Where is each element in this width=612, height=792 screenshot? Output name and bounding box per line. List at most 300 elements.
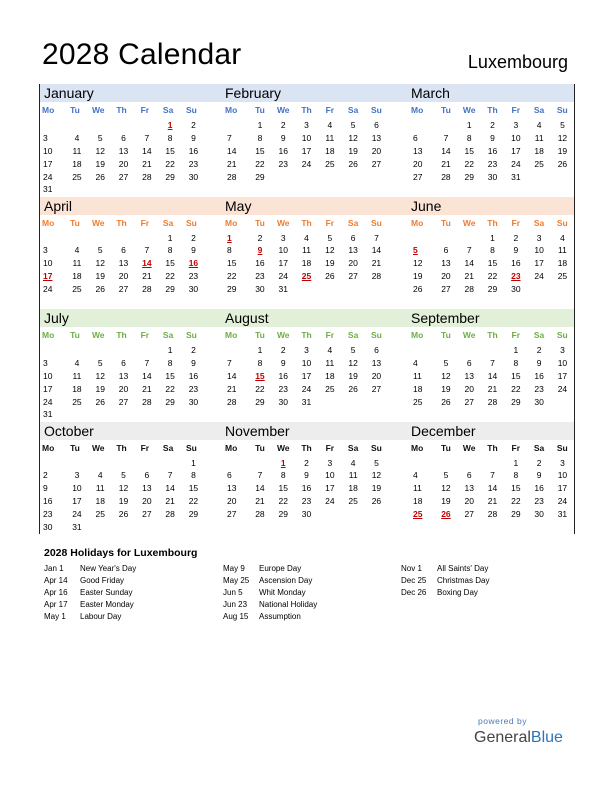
day-number: 18 [413,383,423,394]
day-number: 3 [536,232,542,243]
day-number: 17 [301,370,312,381]
day-number: 30 [511,284,521,295]
month-block [411,422,574,535]
weekday-label: We [462,217,476,228]
day-number: 10 [301,357,312,368]
day-number: 12 [413,258,423,269]
month-name: November [225,422,411,440]
day-number: 11 [348,470,358,481]
holiday-day: 1 [167,120,173,130]
country-name: Luxembourg [467,52,568,72]
day-number: 22 [511,383,521,394]
holiday-day: 17 [43,271,53,282]
empty-day [42,457,65,470]
day-grid [42,457,205,534]
day-number: 21 [371,258,382,269]
empty-day [89,344,112,357]
month-block [411,309,574,422]
weekday-label: Tu [70,442,80,453]
day-grid [411,344,574,408]
day-number: 19 [118,496,129,507]
month-name: September [411,309,574,327]
day-number: 28 [371,271,382,282]
empty-day [135,119,158,132]
powered-by-text: powered by [478,716,527,726]
day-number: 9 [191,132,196,143]
day-number: 17 [325,483,335,494]
day-number: 26 [371,496,382,507]
month-block [40,84,225,197]
day-number: 18 [95,496,105,507]
empty-day [434,457,457,470]
holiday-name: Whit Monday [259,588,306,597]
month-name: July [40,309,225,327]
day-number: 7 [374,232,379,243]
weekday-label: We [91,442,105,453]
day-number: 29 [487,284,498,295]
day-number: 13 [371,357,382,368]
day-number: 25 [557,271,568,282]
day-number: 22 [255,383,265,394]
day-number: 18 [348,483,358,494]
day-number: 16 [534,483,544,494]
day-number: 2 [304,457,309,468]
day-number: 21 [441,158,451,169]
day-number: 6 [413,132,418,143]
day-number: 21 [487,383,498,394]
day-number: 22 [188,496,199,507]
day-number: 1 [167,345,173,355]
day-number: 19 [325,258,335,269]
month-block [225,309,411,422]
day-number: 24 [301,158,312,169]
weekday-label: We [276,105,290,115]
day-number: 11 [302,245,311,256]
day-number: 13 [118,258,129,269]
weekday-label: Tu [441,217,451,228]
day-grid [225,344,388,408]
day-number: 30 [188,284,199,295]
day-number: 23 [255,271,265,282]
day-number: 13 [464,370,474,381]
empty-day [89,457,112,470]
holiday-entry [401,575,489,587]
day-number: 6 [121,357,126,368]
day-number: 8 [257,132,263,143]
holiday-date: May 25 [223,576,250,585]
day-number: 11 [72,258,82,269]
weekday-label: Mo [411,330,424,340]
day-number: 30 [43,521,53,532]
weekday-label: Sa [347,442,359,453]
day-number: 11 [72,145,82,156]
day-number: 4 [97,470,103,481]
empty-day [112,457,135,470]
day-number: 15 [464,145,474,156]
day-number: 2 [43,470,48,481]
holiday-day: 23 [511,271,521,282]
weekday-label: We [91,105,105,115]
day-number: 13 [227,483,237,494]
month-name: April [40,197,225,215]
day-number: 23 [188,383,199,394]
day-number: 28 [487,509,498,520]
day-number: 18 [413,496,423,507]
holiday-date: Dec 26 [401,588,427,597]
empty-day [458,344,481,357]
day-number: 19 [95,383,105,394]
day-number: 11 [95,483,105,494]
day-number: 10 [43,370,53,381]
day-number: 6 [227,470,232,481]
day-number: 15 [165,145,175,156]
day-number: 23 [278,158,288,169]
weekday-label: Mo [225,105,238,115]
holiday-date: Nov 1 [401,564,422,573]
empty-day [458,232,481,245]
day-number: 8 [167,245,173,256]
holiday-name: Christmas Day [437,576,490,585]
weekday-label: Su [185,217,197,228]
weekday-label: We [91,330,105,340]
day-number: 16 [188,370,199,381]
day-number: 27 [371,383,382,394]
weekday-label: Tu [441,442,451,453]
day-number: 10 [557,470,568,481]
day-number: 6 [144,470,150,481]
holiday-day: 25 [413,509,423,520]
day-number: 22 [464,158,474,169]
day-number: 25 [534,158,544,169]
day-number: 7 [443,132,449,143]
weekday-label: Fr [325,217,335,228]
generalblue-logo[interactable] [474,729,563,747]
day-grid [411,232,574,296]
day-number: 29 [255,171,265,182]
holiday-date: May 1 [44,612,66,621]
day-number: 7 [144,357,150,368]
holiday-name: Easter Sunday [80,588,133,597]
day-number: 5 [443,357,449,368]
day-number: 11 [534,132,544,143]
weekday-header [411,440,574,456]
day-number: 15 [278,483,288,494]
day-number: 21 [227,383,237,394]
weekday-label: Tu [70,217,80,228]
empty-day [434,119,457,132]
day-number: 6 [466,470,472,481]
holiday-entry [44,611,136,623]
day-number: 27 [118,171,129,182]
day-number: 23 [278,383,288,394]
day-number: 14 [165,483,175,494]
month-name: August [225,309,411,327]
day-number: 30 [278,396,288,407]
day-number: 31 [278,284,288,295]
day-number: 6 [374,345,379,355]
day-number: 17 [72,496,82,507]
holiday-date: Apr 16 [44,588,68,597]
empty-day [411,232,434,245]
day-number: 1 [257,345,263,355]
day-number: 11 [558,245,567,256]
day-number: 10 [301,132,312,143]
day-number: 20 [118,271,129,282]
day-number: 19 [348,145,358,156]
day-number: 23 [301,496,312,507]
weekday-label: We [462,442,476,453]
weekday-label: Th [301,217,312,228]
day-number: 24 [534,271,544,282]
day-number: 19 [413,271,423,282]
day-number: 31 [72,521,82,532]
holiday-date: Aug 15 [223,612,249,621]
day-number: 21 [487,496,498,507]
weekday-label: Th [116,442,127,453]
weekday-label: Fr [140,442,150,453]
day-number: 24 [511,158,521,169]
weekday-label: We [462,330,476,340]
weekday-label: Th [301,105,312,115]
weekday-header [40,440,225,456]
holiday-name: Good Friday [80,576,125,585]
empty-day [158,457,181,470]
day-number: 8 [257,357,263,368]
day-number: 16 [301,483,312,494]
day-number: 22 [227,271,237,282]
day-number: 13 [348,245,358,256]
day-number: 14 [142,145,152,156]
day-number: 18 [72,383,82,394]
day-number: 17 [557,483,568,494]
day-number: 30 [534,509,544,520]
day-number: 25 [72,396,82,407]
day-number: 23 [188,271,199,282]
empty-day [112,119,135,132]
holiday-date: Apr 14 [44,576,68,585]
day-number: 7 [227,132,232,143]
weekday-label: Tu [255,217,265,228]
day-number: 22 [165,158,175,169]
empty-day [411,457,434,470]
day-number: 26 [118,509,129,520]
day-number: 19 [441,496,451,507]
day-number: 4 [350,457,356,468]
holiday-date: May 9 [223,564,245,573]
weekday-label: Mo [42,442,55,453]
holiday-entry [44,587,136,599]
day-number: 5 [97,132,103,143]
month-name: May [225,197,411,215]
day-number: 11 [413,370,422,381]
empty-day [434,344,457,357]
weekday-label: Mo [411,217,424,228]
holiday-day: 5 [413,245,418,256]
month-name: June [411,197,574,215]
empty-day [89,232,112,245]
day-number: 14 [441,145,451,156]
weekday-label: Sa [347,105,359,115]
day-number: 5 [374,457,379,468]
holiday-name: National Holiday [259,600,318,609]
holiday-name: Europe Day [259,564,302,573]
weekday-header [411,327,574,343]
day-number: 4 [74,357,80,368]
empty-day [65,457,88,470]
day-number: 16 [255,258,265,269]
holiday-entry [223,563,317,575]
day-number: 29 [464,171,474,182]
day-number: 10 [72,483,82,494]
weekday-label: Sa [533,442,545,453]
day-number: 10 [325,470,335,481]
day-number: 16 [511,258,521,269]
day-number: 8 [280,470,286,481]
day-number: 18 [72,271,82,282]
weekday-label: Fr [511,442,521,453]
day-number: 17 [278,258,288,269]
day-number: 31 [43,184,53,195]
day-number: 8 [513,357,519,368]
day-number: 1 [490,232,495,243]
day-number: 28 [142,171,152,182]
day-number: 3 [560,457,565,468]
weekday-label: Su [556,442,568,453]
day-number: 25 [72,284,82,295]
weekday-label: Mo [411,442,424,453]
day-number: 8 [490,245,495,256]
day-number: 22 [511,496,521,507]
day-number: 7 [490,470,495,481]
day-number: 20 [441,271,451,282]
day-number: 11 [325,357,335,368]
day-number: 30 [255,284,265,295]
holiday-day: 25 [301,271,312,282]
day-number: 14 [487,370,498,381]
day-number: 30 [188,171,199,182]
weekday-label: We [276,442,290,453]
holiday-name: Ascension Day [259,576,313,585]
day-number: 7 [466,245,472,256]
weekday-label: Th [301,442,312,453]
day-number: 14 [371,245,382,256]
day-number: 6 [466,357,472,368]
day-number: 1 [466,120,472,130]
day-number: 20 [348,258,358,269]
day-number: 5 [350,120,356,130]
day-number: 24 [43,396,53,407]
day-number: 10 [534,245,544,256]
holiday-date: Jun 23 [223,600,248,609]
day-number: 9 [280,132,286,143]
empty-day [481,344,504,357]
day-number: 11 [413,483,422,494]
day-number: 20 [464,496,474,507]
day-number: 20 [142,496,152,507]
day-number: 23 [188,158,199,169]
holiday-entry [401,563,489,575]
day-number: 31 [301,396,312,407]
day-number: 21 [227,158,237,169]
weekday-label: Sa [162,330,174,340]
day-number: 30 [301,509,312,520]
day-number: 31 [557,509,568,520]
day-number: 10 [278,245,288,256]
weekday-header [225,327,411,343]
day-number: 5 [443,470,449,481]
day-number: 22 [165,271,175,282]
weekday-header [411,102,574,118]
day-number: 18 [325,370,335,381]
empty-day [65,344,88,357]
weekday-label: Fr [140,105,150,115]
day-number: 25 [325,383,335,394]
weekday-label: Sa [347,217,359,228]
day-number: 3 [327,457,333,468]
weekday-label: Fr [325,105,335,115]
holiday-entry [401,587,489,599]
day-number: 15 [487,258,498,269]
empty-day [112,344,135,357]
day-number: 27 [142,509,152,520]
day-number: 19 [348,370,358,381]
day-number: 10 [511,132,521,143]
day-number: 20 [464,383,474,394]
weekday-header [225,440,411,456]
holiday-day: 1 [280,457,286,468]
weekday-header [40,102,225,118]
day-number: 6 [121,245,126,256]
day-number: 2 [191,232,196,243]
day-number: 2 [536,457,542,468]
day-number: 11 [72,370,82,381]
holiday-day: 26 [441,509,451,520]
weekday-label: Tu [255,442,265,453]
day-number: 21 [464,271,474,282]
day-number: 2 [191,120,196,130]
empty-day [65,232,88,245]
day-number: 14 [487,483,498,494]
holiday-entry [223,587,317,599]
day-number: 13 [413,145,423,156]
day-number: 28 [255,509,265,520]
day-number: 29 [255,396,265,407]
day-number: 9 [191,245,196,256]
day-number: 15 [255,145,265,156]
day-number: 20 [371,370,382,381]
day-number: 12 [557,132,568,143]
day-number: 26 [95,171,105,182]
day-number: 1 [513,345,519,355]
day-number: 5 [97,357,103,368]
day-number: 21 [255,496,265,507]
day-number: 14 [255,483,265,494]
day-number: 23 [487,158,498,169]
weekday-header [411,215,574,231]
weekday-label: We [91,217,105,228]
weekday-label: Th [487,217,498,228]
empty-day [42,232,65,245]
day-number: 19 [95,158,105,169]
empty-day [65,119,88,132]
weekday-label: Th [487,105,498,115]
holiday-date: Dec 25 [401,576,427,585]
day-number: 18 [325,145,335,156]
day-number: 4 [413,357,418,368]
empty-day [248,457,271,470]
weekday-label: Fr [511,105,521,115]
day-number: 13 [441,258,451,269]
